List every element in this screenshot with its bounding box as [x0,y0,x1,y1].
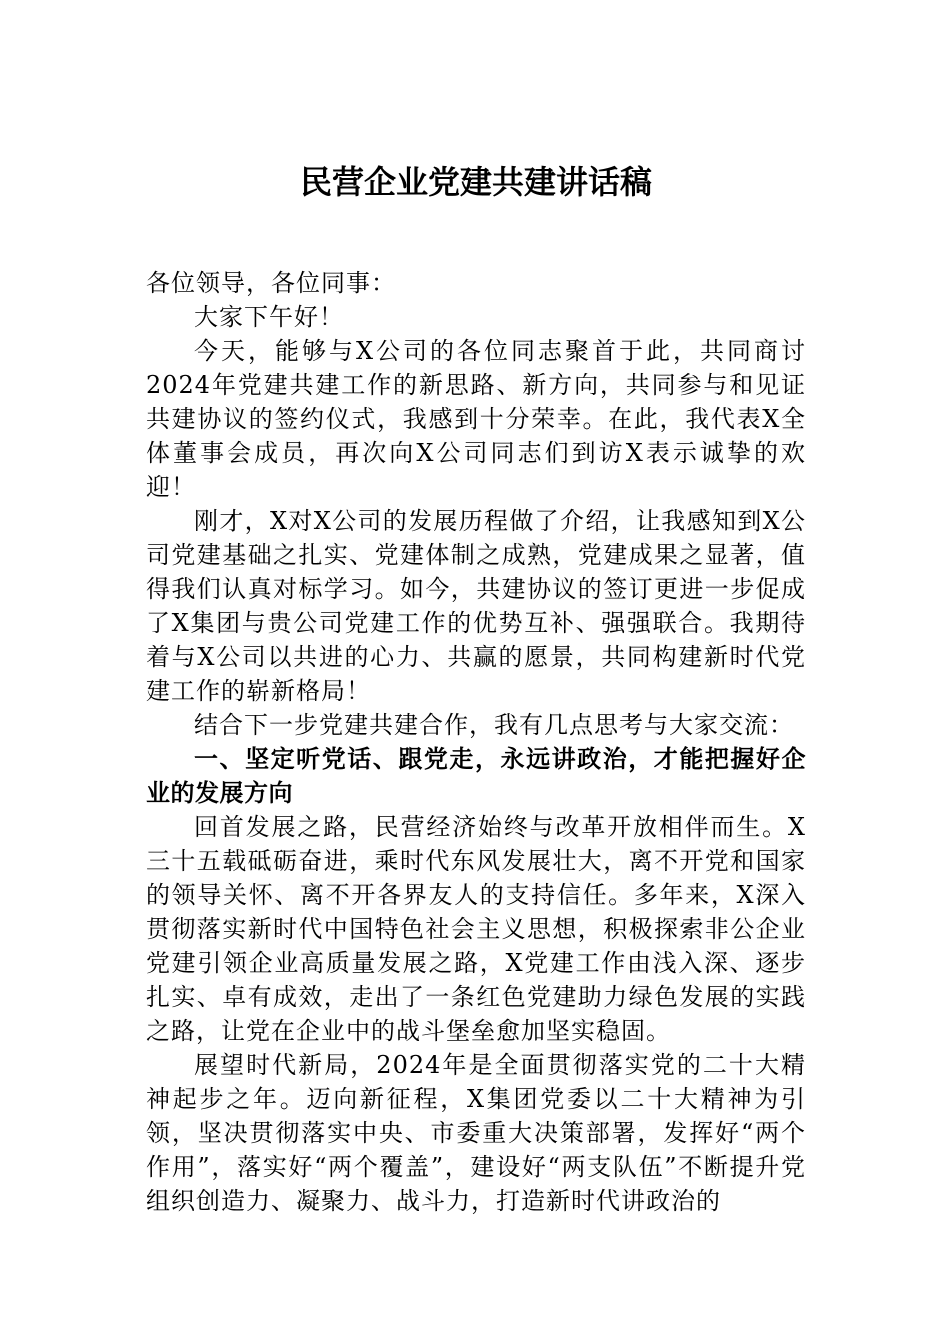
document-title: 民营企业党建共建讲话稿 [299,163,652,201]
document-body [146,158,806,1218]
paragraph-welcome: 今天，能够与X公司的各位同志聚首于此，共同商讨2024年党建共建工作的新思路、新方向，共同参与和见证共建协议的签约仪式，我感到十分荣幸。在此，我代表X全体董事会成员，再次向X公司同志们到访X表示诚挚的欢迎！ [146,337,806,501]
paragraph-outlook: 展望时代新局，2024年是全面贯彻落实党的二十大精神起步之年。迈向新征程，X集团党委以二十大精神为引领，坚决贯彻落实中央、市委重大决策部署，发挥好“两个作用”，落实好“两个覆盖”，建设好“两支队伍”不断提升党组织创造力、凝聚力、战斗力，打造新时代讲政治的 [146,1051,806,1215]
paragraph-transition: 结合下一步党建共建合作，我有几点思考与大家交流： [194,711,794,739]
greeting: 大家下午好！ [194,303,344,331]
paragraph-introduction: 刚才，X对X公司的发展历程做了介绍，让我感知到X公司党建基础之扎实、党建体制之成熟，党建成果之显著，值得我们认真对标学习。如今，共建协议的签订更进一步促成了X集团与贵公司党建工作的优势互补、强强联合。我期待着与X公司以共进的心力、共赢的愿景，共同构建新时代党建工作的崭新格局！ [146,507,806,705]
paragraph-review: 回首发展之路，民营经济始终与改革开放相伴而生。X三十五载砥砺奋进，乘时代东风发展壮大，离不开党和国家的领导关怀、离不开各界友人的支持信任。多年来，X深入贯彻落实新时代中国特色社会主义思想，积极探索非公企业党建引领企业高质量发展之路，X党建工作由浅入深、逐步扎实、卓有成效，走出了一条红色党建助力绿色发展的实践之路，让党在企业中的战斗堡垒愈加坚实稳固。 [146,813,806,1045]
section-heading-1: 一、坚定听党话、跟党走，永远讲政治，才能把握好企业的发展方向 [146,745,806,807]
salutation: 各位领导，各位同事： [146,269,396,297]
